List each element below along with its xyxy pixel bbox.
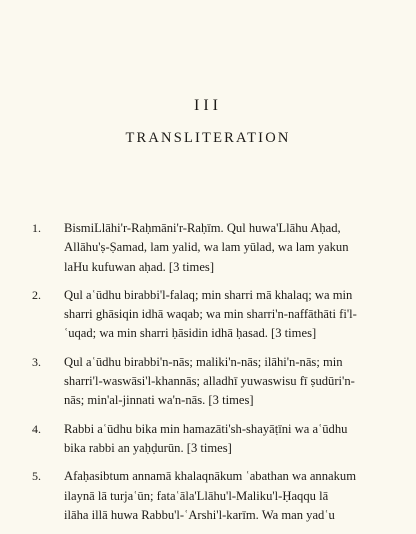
item-text-line: BismiLlāhi'r-Raḥmāni'r-Raḥīm. Qul huwa'Llāhu Aḥad,	[64, 221, 341, 235]
list-item-2	[32, 286, 394, 344]
item-text-line: ilāha illā huwa Rabbu'l-ʿArshi'l-karīm. Wa man yadʿu	[64, 507, 335, 522]
item-number: 4.	[32, 421, 41, 436]
item-number: 5.	[32, 469, 41, 484]
item-text-line: sharri ghāsiqin idhā waqab; wa min sharri'n-naffāthāti fi'l-	[64, 307, 357, 322]
item-text-line: bika rabbi an yaḥḍurūn. [3 times]	[64, 440, 232, 455]
list-item-1	[32, 219, 394, 277]
item-number: 2.	[32, 287, 41, 302]
item-text-line: sharri'l-waswāsi'l-khannās; alladhī yuwaswisu fī ṣudūri'n-	[64, 374, 355, 389]
item-text-line: Rabbi aʿūdhu bika min hamazāti'sh-shayāṭīni wa aʿūdhu	[64, 421, 348, 436]
chapter-title: TRANSLITERATION	[125, 130, 291, 146]
item-text-line: nās; min'al-jinnati wa'n-nās. [3 times]	[64, 393, 254, 408]
list-item-5	[32, 467, 394, 525]
transliteration-list	[32, 219, 394, 534]
item-text-line: laHu kufuwan aḥad. [3 times]	[64, 259, 215, 274]
item-text-line: Allāhu'ṣ-Ṣamad, lam yalid, wa lam yūlad, wa lam yakun	[64, 240, 349, 255]
item-text-line: Qul aʿūdhu birabbi'n-nās; maliki'n-nās; ilāhi'n-nās; min	[64, 354, 343, 369]
item-text-line: ilaynā lā turjaʿūn; fataʿāla'Llāhu'l-Maliku'l-Ḥaqqu lā	[64, 488, 329, 503]
item-number: 1.	[32, 221, 41, 235]
item-number: 3.	[32, 354, 41, 369]
item-text-line: ʿuqad; wa min sharri ḥāsidin idhā ḥasad. [3 times]	[64, 326, 317, 341]
item-text-line: Afaḥasibtum annamā khalaqnākum ʿabathan wa annakum	[64, 469, 356, 484]
item-text-line: Qul aʿūdhu birabbi'l-falaq; min sharri mā khalaq; wa min	[64, 287, 353, 302]
chapter-number: III	[194, 97, 222, 114]
list-item-4	[32, 420, 394, 459]
list-item-3	[32, 353, 394, 411]
